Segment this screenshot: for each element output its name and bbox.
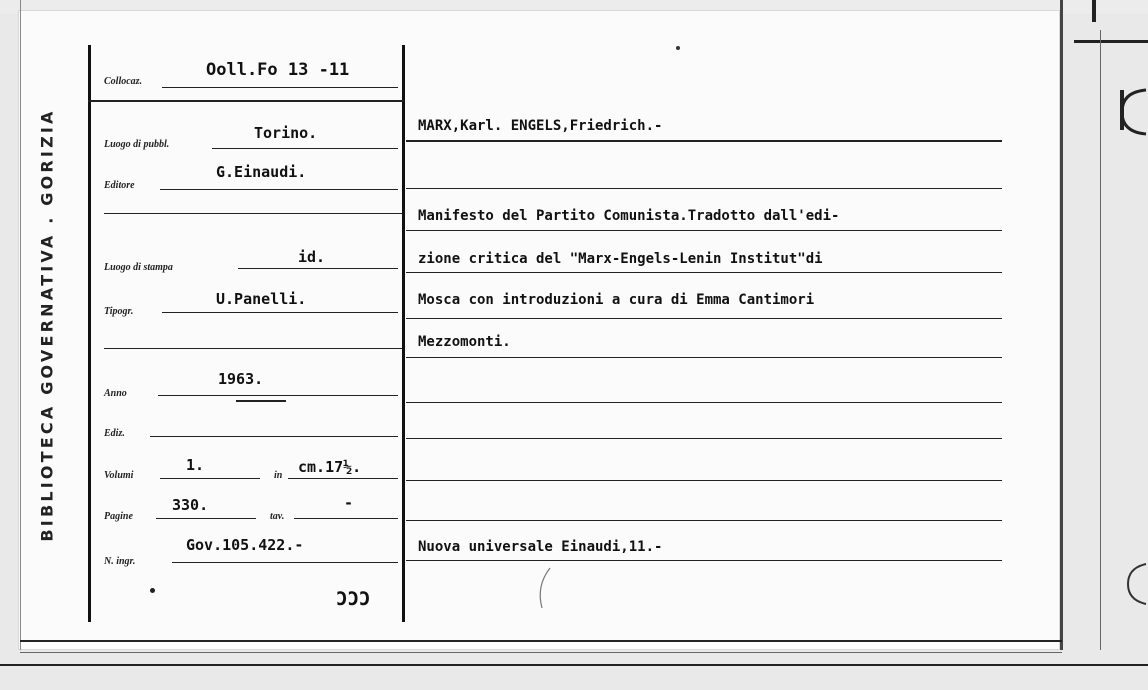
n-ingr-value: Gov.105.422.- xyxy=(186,536,304,554)
pagine-label: Pagine xyxy=(104,511,133,522)
collocaz-underline xyxy=(162,87,398,88)
ruled-line xyxy=(406,188,1002,189)
ruled-line xyxy=(406,357,1002,358)
luogo-stampa-underline xyxy=(238,268,398,269)
ruled-line xyxy=(406,560,1002,561)
anno-label: Anno xyxy=(104,388,127,399)
volumi-format-value: cm.17½. xyxy=(298,458,362,476)
scan-bottom-line xyxy=(0,664,1148,666)
stamp-mark: ƆƆƆ xyxy=(336,588,371,610)
left-divider xyxy=(88,100,404,102)
anno-double-underline xyxy=(236,400,286,402)
title-line-1: Manifesto del Partito Comunista.Tradotto dall'edi- xyxy=(418,208,840,224)
tav-value: - xyxy=(344,494,354,512)
title-line-4: Mezzomonti. xyxy=(418,334,511,350)
n-ingr-label: N. ingr. xyxy=(104,556,136,567)
editore-label: Editore xyxy=(104,180,135,191)
card-bottom-edge xyxy=(20,640,1062,642)
punch-hole-mark xyxy=(1116,86,1148,138)
editore-value: G.Einaudi. xyxy=(216,163,307,181)
tipogr-label: Tipogr. xyxy=(104,306,134,317)
ruled-line xyxy=(406,318,1002,319)
speck xyxy=(676,46,680,50)
anno-value: 1963. xyxy=(218,370,264,388)
editore-underline xyxy=(160,189,398,190)
ruled-line xyxy=(406,480,1002,481)
ruled-line xyxy=(406,140,1002,142)
left-divider xyxy=(104,213,402,214)
luogo-pubbl-label: Luogo di pubbl. xyxy=(104,139,170,150)
left-vertical-rule xyxy=(88,45,91,622)
ediz-underline xyxy=(150,436,398,437)
pagine-underline xyxy=(156,518,256,519)
ruled-line xyxy=(406,402,1002,403)
luogo-pubbl-value: Torino. xyxy=(254,124,318,142)
volumi-underline xyxy=(160,478,260,479)
center-vertical-rule xyxy=(402,45,405,622)
scan-mark xyxy=(1100,30,1101,650)
author-line: MARX,Karl. ENGELS,Friedrich.- xyxy=(418,118,663,134)
pencil-mark xyxy=(534,566,554,610)
n-ingr-underline xyxy=(172,562,398,563)
scan-mark xyxy=(1092,0,1096,22)
left-divider xyxy=(104,348,402,349)
title-line-2: zione critica del "Marx-Engels-Lenin Institut"di xyxy=(418,251,823,267)
volumi-label: Volumi xyxy=(104,470,134,481)
series-line: Nuova universale Einaudi,11.- xyxy=(418,539,663,555)
tipogr-value: U.Panelli. xyxy=(216,290,307,308)
volumi-in-label: in xyxy=(274,470,283,481)
anno-underline xyxy=(158,395,398,396)
luogo-stampa-value: id. xyxy=(298,248,326,266)
punch-hole-mark xyxy=(1124,560,1148,608)
format-underline xyxy=(288,478,398,479)
card-bottom-shadow xyxy=(20,652,1062,653)
ruled-line xyxy=(406,230,1002,231)
speck xyxy=(150,588,155,593)
ruled-line xyxy=(406,438,1002,439)
scan-mark xyxy=(1074,40,1148,43)
library-stamp-vertical: BIBLIOTECA GOVERNATIVA . GORIZIA xyxy=(37,108,57,542)
pagine-value: 330. xyxy=(172,496,209,514)
ruled-line xyxy=(406,520,1002,521)
ediz-label: Ediz. xyxy=(104,428,125,439)
tav-label: tav. xyxy=(270,511,285,522)
luogo-stampa-label: Luogo di stampa xyxy=(104,262,173,273)
tav-underline xyxy=(294,518,398,519)
ruled-line xyxy=(406,272,1002,273)
card-left-edge xyxy=(20,0,21,650)
luogo-pubbl-underline xyxy=(212,148,398,149)
collocaz-value: Ooll.Fo 13 -11 xyxy=(206,60,350,80)
collocaz-label: Collocaz. xyxy=(104,76,143,87)
tipogr-underline xyxy=(162,312,398,313)
card-right-edge xyxy=(1060,0,1063,650)
volumi-value: 1. xyxy=(186,456,205,474)
title-line-3: Mosca con introduzioni a cura di Emma Cantimori xyxy=(418,292,815,308)
